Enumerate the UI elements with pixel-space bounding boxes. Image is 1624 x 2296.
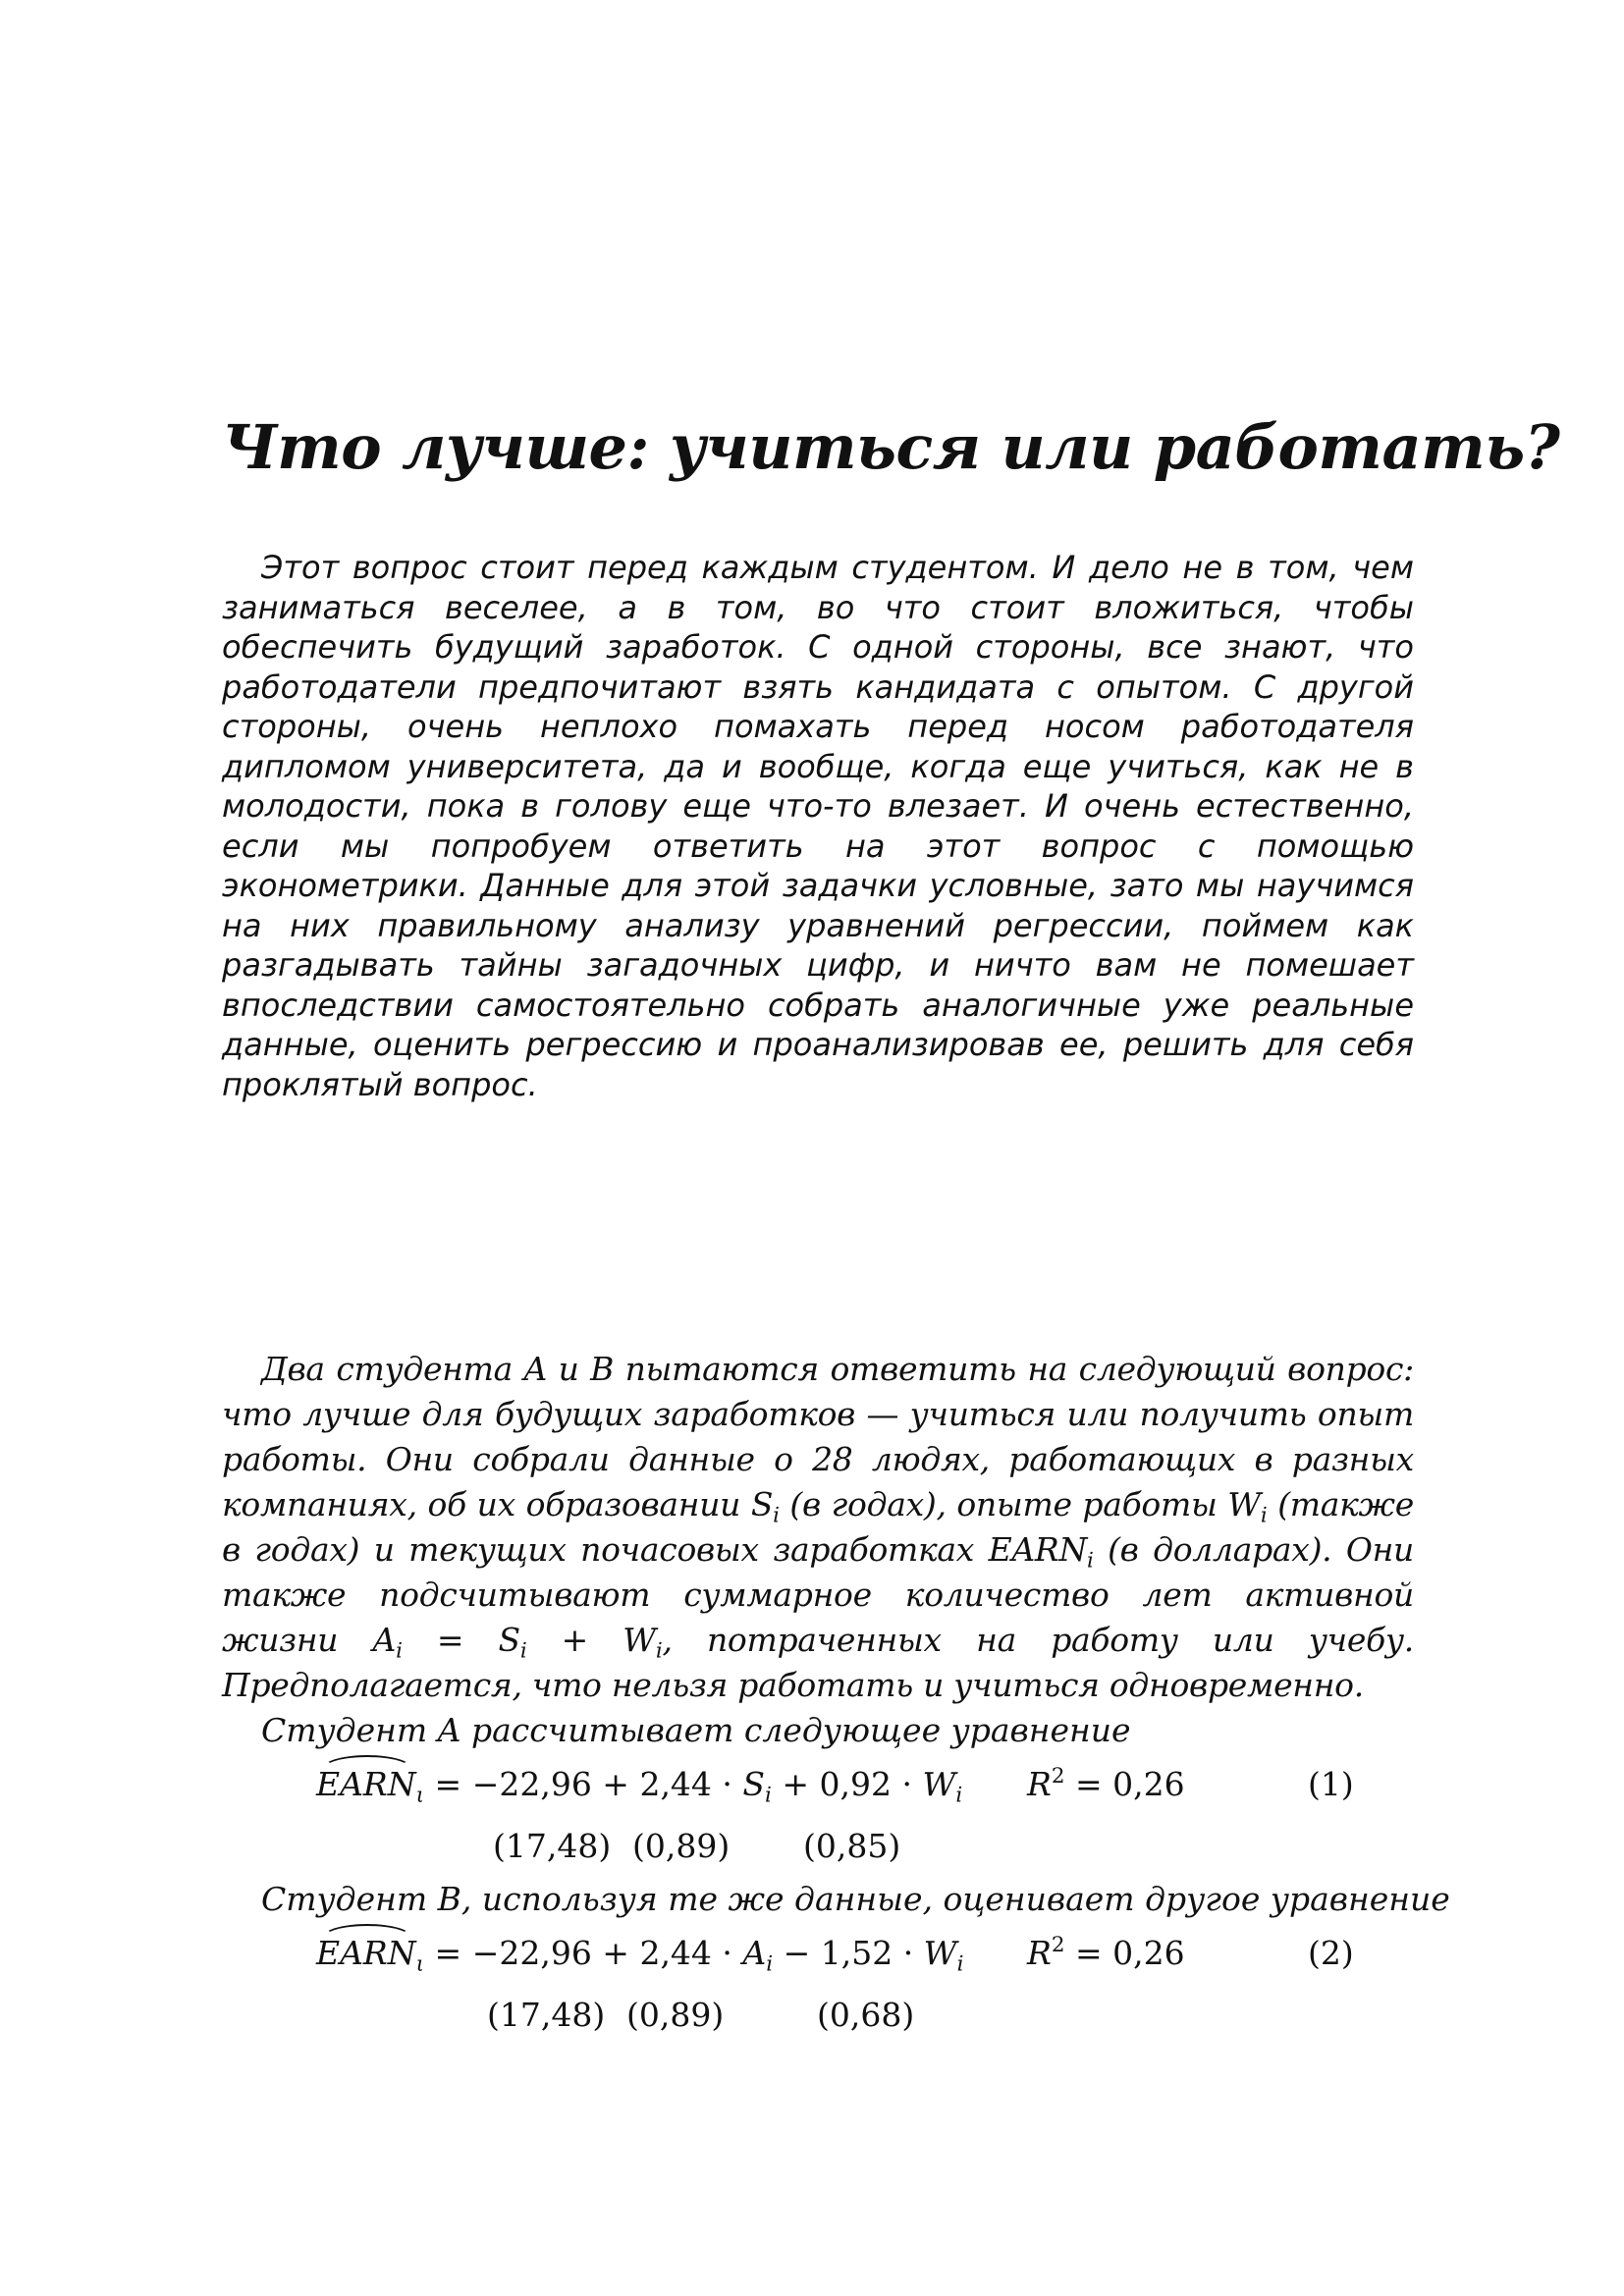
se-1-var1: (0,89) [632, 1827, 731, 1865]
equation-1-number: (1) [1308, 1765, 1354, 1803]
problem-text-1: Два студента A и B пытаются ответить на следующий вопрос: что лучше для будущих заработков — учиться или получить опыт работы. Они собрали данные о 28 людях, работающих в разных компаниях, об их образовании [222, 1350, 1414, 1523]
hat-accent: EARN [316, 1922, 416, 1985]
problem-text-2: (в годах), опыте работы [779, 1485, 1228, 1523]
se-1-var2: (0,85) [803, 1827, 901, 1865]
var-earn: $EARN_i$ [988, 1530, 1094, 1574]
equation-1-r-squared: $R^2 = 0,26$ [1027, 1764, 1185, 1803]
se-2-var2: (0,68) [817, 1996, 915, 2034]
problem-text-4: (в долларах). Они также подсчитывают суммарное количество лет активной жизни [222, 1530, 1414, 1659]
var-s: $S_i$ [750, 1485, 780, 1528]
equation-2-r-squared: $R^2 = 0,26$ [1027, 1933, 1185, 1972]
se-2-var1: (0,89) [626, 1996, 725, 2034]
equation-2-number: (2) [1308, 1934, 1354, 1972]
equation-1-standard-errors [222, 1816, 1414, 1877]
equation-1 [222, 1753, 1414, 1816]
problem-block [222, 1347, 1450, 2046]
student-b-lead: Студент B, используя те же данные, оценивает другое уравнение [261, 1880, 1450, 1918]
problem-paragraph [222, 1347, 1414, 1708]
page-title: Что лучше: учиться или работать? [222, 411, 1560, 483]
problem-text-3: (также в годах) и текущих почасовых заработках [222, 1485, 1414, 1569]
se-1-constant: (17,48) [493, 1827, 612, 1865]
formula-a-sum: $A_i = S_i + W_i$ [372, 1621, 663, 1664]
problem-text-5: , потраченных на работу или учебу. Предполагается, что нельзя работать и учиться одновременно. [222, 1621, 1414, 1704]
equation-2-formula: $EARN_\iota = -22,96 + 2,44 \cdot A_i - 1,52 \cdot W_i$ [316, 1922, 963, 1985]
se-2-constant: (17,48) [487, 1996, 606, 2034]
epigraph-paragraph: Этот вопрос стоит перед каждым студентом. И дело не в том, чем заниматься веселее, а в том, во что стоит вложиться, чтобы обеспечить будущий заработок. С одной стороны, все знают, что работодатели предпочитают взять кандидата с опытом. С другой стороны, очень неплохо помахать перед носом работодателя дипломом университета, да и вообще, когда еще учиться, как не в молодости, пока в голову еще что-то влезает. И очень естественно, если мы попробуем ответить на этот вопрос с помощью эконометрики. Данные для этой задачки условные, зато мы научимся на них правильному анализу уравнений регрессии, поймем как разгадывать тайны загадочных цифр, и ничто вам не помешает впоследствии самостоятельно собрать аналогичные уже реальные данные, оценить регрессию и проанализировав ее, решить для себя проклятый вопрос. [222, 549, 1414, 1103]
student-a-lead: Студент A рассчитывает следующее уравнение [261, 1711, 1131, 1749]
var-w: $W_i$ [1227, 1485, 1268, 1528]
equation-2-standard-errors [222, 1985, 1414, 2046]
hat-accent: EARN [316, 1753, 416, 1816]
equation-1-formula: $EARN_\iota = -22,96 + 2,44 \cdot S_i + 0,92 \cdot W_i$ [316, 1753, 962, 1816]
equation-2 [222, 1922, 1414, 1985]
